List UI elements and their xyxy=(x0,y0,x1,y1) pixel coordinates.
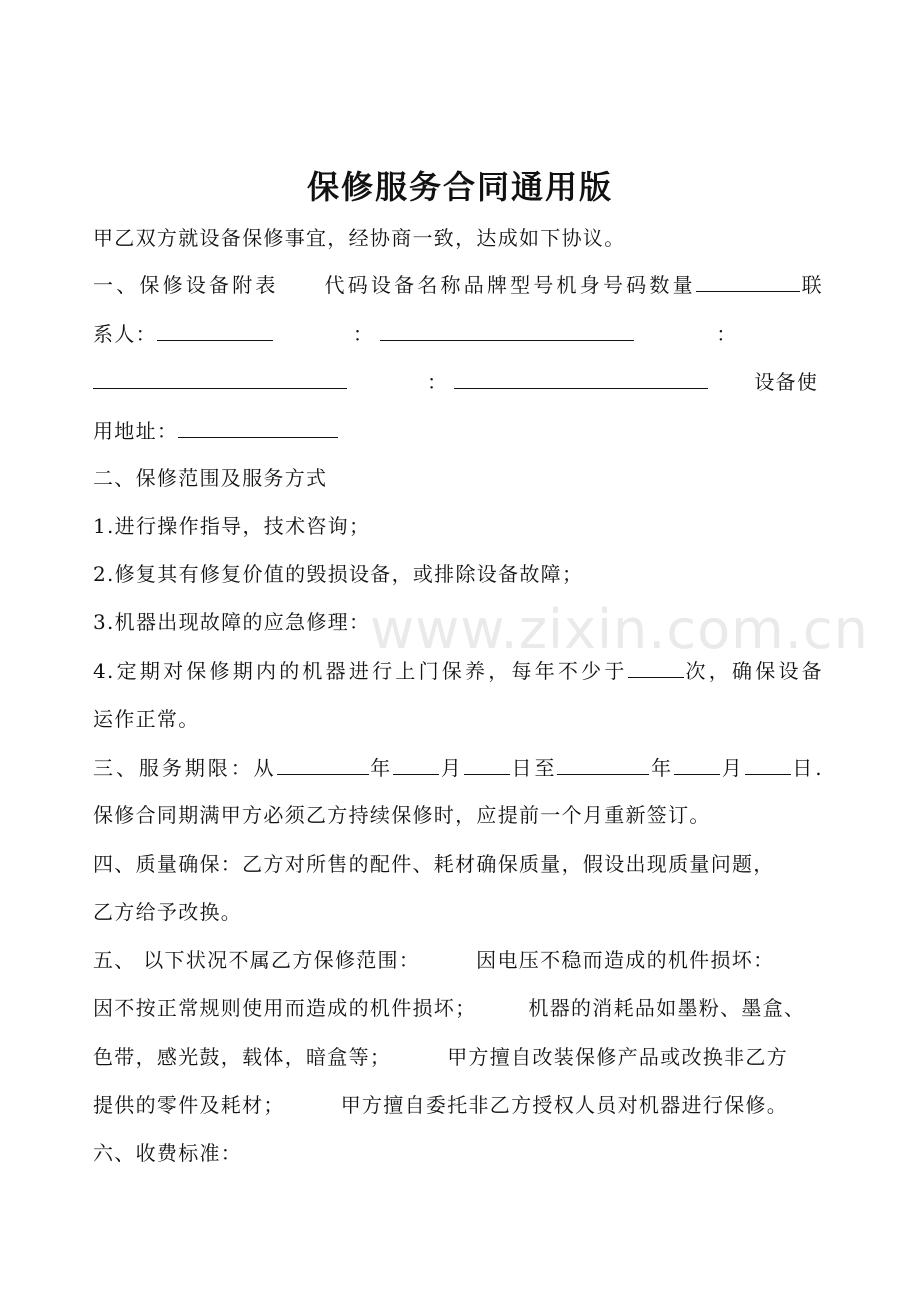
section-2-item-4 xyxy=(93,657,823,685)
section-2-item-3 xyxy=(93,608,823,636)
month-label: 月 xyxy=(720,756,745,780)
usage-address-label-start: 设备使 xyxy=(754,370,819,394)
end-month-blank[interactable] xyxy=(674,754,720,775)
usage-address-blank[interactable] xyxy=(178,417,338,438)
end-day-blank[interactable] xyxy=(745,754,791,775)
field-blank-2[interactable] xyxy=(93,368,347,389)
colon-label: ： xyxy=(352,322,375,346)
section-6-line xyxy=(93,1139,823,1167)
start-day-blank[interactable] xyxy=(464,754,510,775)
contact-blank[interactable] xyxy=(157,320,273,341)
section-5-line-1 xyxy=(93,946,823,974)
day-label: 日 xyxy=(509,756,535,780)
usage-address-label-end: 用地址： xyxy=(93,419,179,443)
item-text: 运作正常。 xyxy=(93,707,200,731)
field-blank-3[interactable] xyxy=(454,368,708,389)
section-1-line-2 xyxy=(93,320,823,348)
section-1-heading: 一、保修设备附表 xyxy=(93,273,279,297)
exclusion-text: 机器的消耗品如墨粉、墨盒、 xyxy=(528,996,806,1020)
exclusion-text: 甲方擅自委托非乙方授权人员对机器进行保修。 xyxy=(340,1093,789,1117)
to-label: 至 xyxy=(534,756,558,780)
section-5-line-4 xyxy=(93,1091,823,1119)
equipment-table-columns: 代码设备名称品牌型号机身号码数量 xyxy=(322,273,696,297)
day-label: 日 xyxy=(790,756,816,780)
year-label: 年 xyxy=(368,756,394,780)
item-text: 3.机器出现故障的应急修理： xyxy=(93,610,371,634)
exclusion-text: 色带，感光鼓，载体，暗盒等； xyxy=(93,1045,392,1069)
section-2-heading: 二、保修范围及服务方式 xyxy=(93,466,328,490)
item-text: 2.修复其有修复价值的毁损设备，或排除设备故障； xyxy=(93,562,584,586)
intro-line xyxy=(93,224,823,252)
exclusion-text: 因电压不稳而造成的机件损坏： xyxy=(476,948,775,972)
item-text: 4.定期对保修期内的机器进行上门保养，每年不少于 xyxy=(93,659,628,683)
exclusion-text: 因不按正常规则使用而造成的机件损坏； xyxy=(93,996,477,1020)
end-year-blank[interactable] xyxy=(557,754,649,775)
start-year-blank[interactable] xyxy=(277,754,369,775)
service-period-label: 三、服务期限：从 xyxy=(93,756,277,780)
field-blank-1[interactable] xyxy=(380,320,634,341)
month-label: 月 xyxy=(439,756,464,780)
times-per-year-blank[interactable] xyxy=(628,657,684,678)
section-4-line-2 xyxy=(93,898,823,926)
colon-label: ： xyxy=(427,370,449,394)
start-month-blank[interactable] xyxy=(393,754,439,775)
colon-label: ： xyxy=(716,322,738,346)
section-5-line-2 xyxy=(93,994,823,1022)
section-2-item-2 xyxy=(93,560,823,588)
renewal-text: 保修合同期满甲方必须乙方持续保修时，应提前一个月重新签订。 xyxy=(93,803,711,827)
section-6-heading: 六、收费标准： xyxy=(93,1141,243,1165)
section-2-heading-line xyxy=(93,464,823,492)
section-1-line-3 xyxy=(93,368,823,396)
watermark-text: www.zixin.com.cn xyxy=(370,598,869,661)
section-4-line-1 xyxy=(93,850,823,878)
item-text: 1.进行操作指导，技术咨询； xyxy=(93,514,371,538)
section-1-line-4 xyxy=(93,417,823,445)
contact-label-end: 系人： xyxy=(93,322,157,346)
section-2-item-1 xyxy=(93,512,823,540)
quantity-blank[interactable] xyxy=(696,271,800,292)
intro-text: 甲乙双方就设备保修事宜，经协商一致，达成如下协议。 xyxy=(93,226,626,250)
quality-text: 四、质量确保：乙方对所售的配件、耗材确保质量，假设出现质量问题， xyxy=(93,852,775,876)
section-5-line-3 xyxy=(93,1043,823,1071)
period-mark: . xyxy=(815,756,823,780)
contact-label-start: 联 xyxy=(799,273,823,297)
item-text: 次，确保设备 xyxy=(683,659,823,683)
quality-text: 乙方给予改换。 xyxy=(93,900,243,924)
year-label: 年 xyxy=(649,756,675,780)
section-3-line-2 xyxy=(93,801,823,829)
section-2-item-4-cont xyxy=(93,705,823,733)
section-1-line-1 xyxy=(93,271,823,299)
exclusion-text: 甲方擅自改装保修产品或改换非乙方 xyxy=(447,1045,789,1069)
exclusion-text: 提供的零件及耗材； xyxy=(93,1093,285,1117)
exclusions-heading: 五、 以下状况不属乙方保修范围： xyxy=(93,948,421,972)
document-title: 保修服务合同通用版 xyxy=(306,168,613,206)
section-3-line-1 xyxy=(93,754,823,782)
